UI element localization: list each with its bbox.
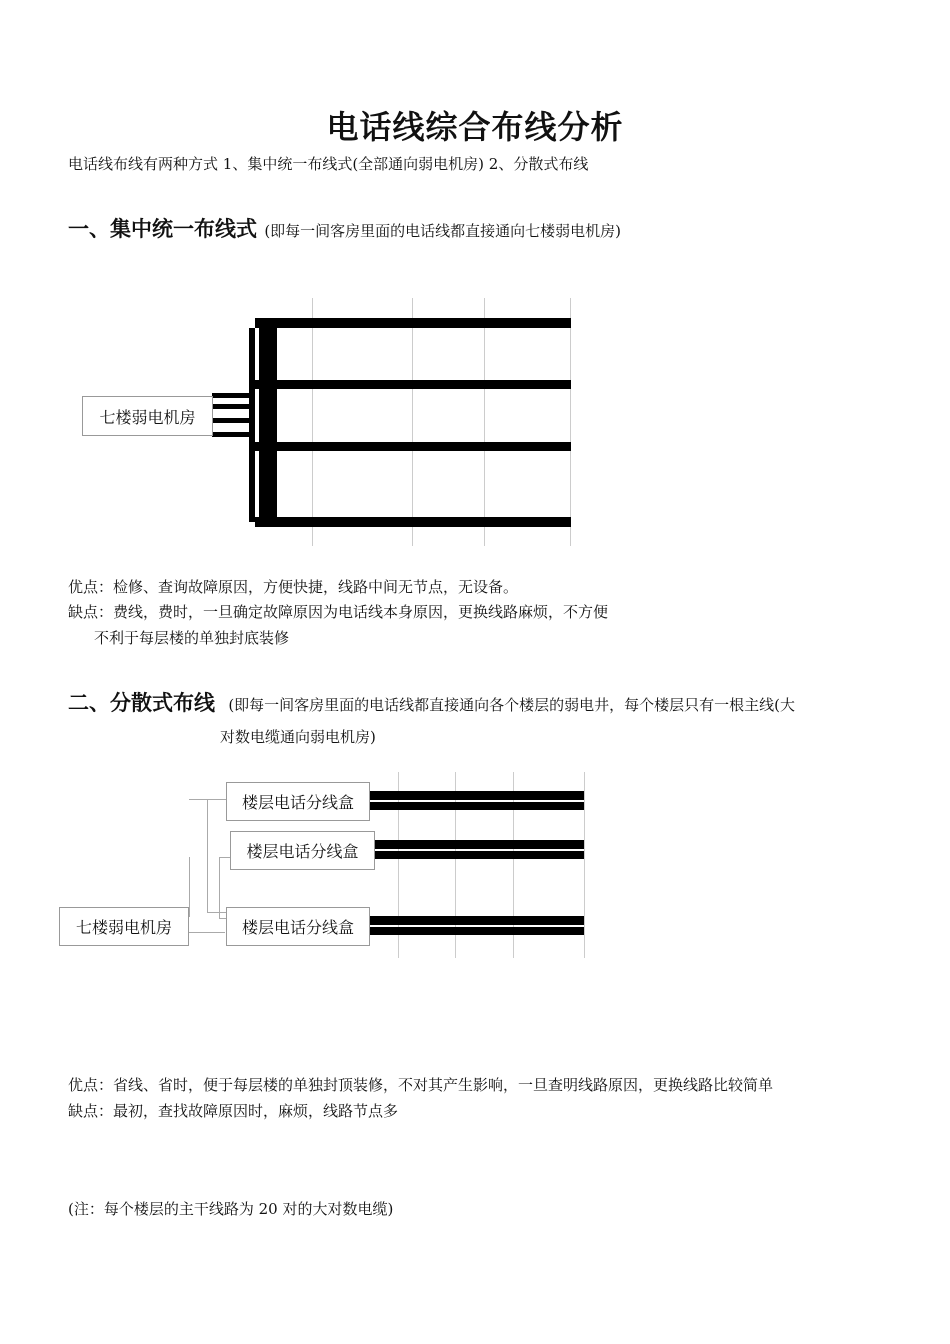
section2-note: (即每一间客房里面的电话线都直接通向各个楼层的弱电井，每个楼层只有一根主线(大 bbox=[228, 696, 796, 714]
floor-box-3: 楼层电话分线盒 bbox=[226, 907, 370, 946]
stub-line bbox=[212, 404, 250, 409]
trunk-line bbox=[259, 318, 277, 518]
floor-line bbox=[255, 380, 571, 389]
grid-line bbox=[570, 298, 571, 546]
section1-heading bbox=[68, 213, 621, 243]
floor-line bbox=[374, 851, 584, 859]
stub-line bbox=[212, 432, 250, 437]
grid-line bbox=[584, 772, 585, 958]
floor-line bbox=[369, 916, 584, 925]
trunk-line bbox=[249, 328, 255, 522]
footnote: (注：每个楼层的主干线路为 20 对的大对数电缆) bbox=[68, 1200, 394, 1218]
floor-line bbox=[369, 791, 584, 800]
section1-cons-cont: 不利于每层楼的单独封底装修 bbox=[94, 629, 290, 647]
section1-title: 一、集中统一布线式 bbox=[68, 217, 257, 241]
section1-note: (即每一间客房里面的电话线都直接通向七楼弱电机房) bbox=[264, 222, 622, 240]
section1-cons: 缺点：费线，费时，一旦确定故障原因为电话线本身原因，更换线路麻烦，不方便 bbox=[68, 603, 609, 621]
stub-line bbox=[212, 418, 250, 423]
machine-room-box: 七楼弱电机房 bbox=[82, 396, 213, 436]
floor-line bbox=[255, 517, 571, 527]
grid-line bbox=[484, 298, 485, 546]
page-title: 电话线综合布线分析 bbox=[326, 108, 624, 146]
stub-line bbox=[212, 393, 250, 398]
floor-line bbox=[369, 802, 584, 810]
section1-pros: 优点：检修、查询故障原因，方便快捷，线路中间无节点，无设备。 bbox=[68, 578, 519, 596]
floor-line bbox=[374, 840, 584, 849]
floor-line bbox=[255, 442, 571, 451]
section2-note-cont: 对数电缆通向弱电机房) bbox=[220, 728, 376, 746]
connector bbox=[189, 932, 225, 933]
section2-pros: 优点：省线、省时，便于每层楼的单独封顶装修，不对其产生影响，一旦查明线路原因，更换线路比较简单 bbox=[68, 1076, 774, 1094]
grid-line bbox=[412, 298, 413, 546]
floor-box-1: 楼层电话分线盒 bbox=[226, 782, 370, 821]
section2-title: 二、分散式布线 bbox=[68, 691, 215, 715]
machine-room-box: 七楼弱电机房 bbox=[59, 907, 189, 946]
section2-heading bbox=[68, 687, 795, 717]
intro-text: 电话线布线有两种方式 1、集中统一布线式(全部通向弱电机房) 2、分散式布线 bbox=[68, 155, 589, 173]
floor-line bbox=[255, 318, 571, 328]
floor-line bbox=[369, 927, 584, 935]
floor-box-2: 楼层电话分线盒 bbox=[230, 831, 375, 870]
grid-line bbox=[312, 298, 313, 546]
section2-cons: 缺点：最初，查找故障原因时，麻烦，线路节点多 bbox=[68, 1102, 399, 1120]
